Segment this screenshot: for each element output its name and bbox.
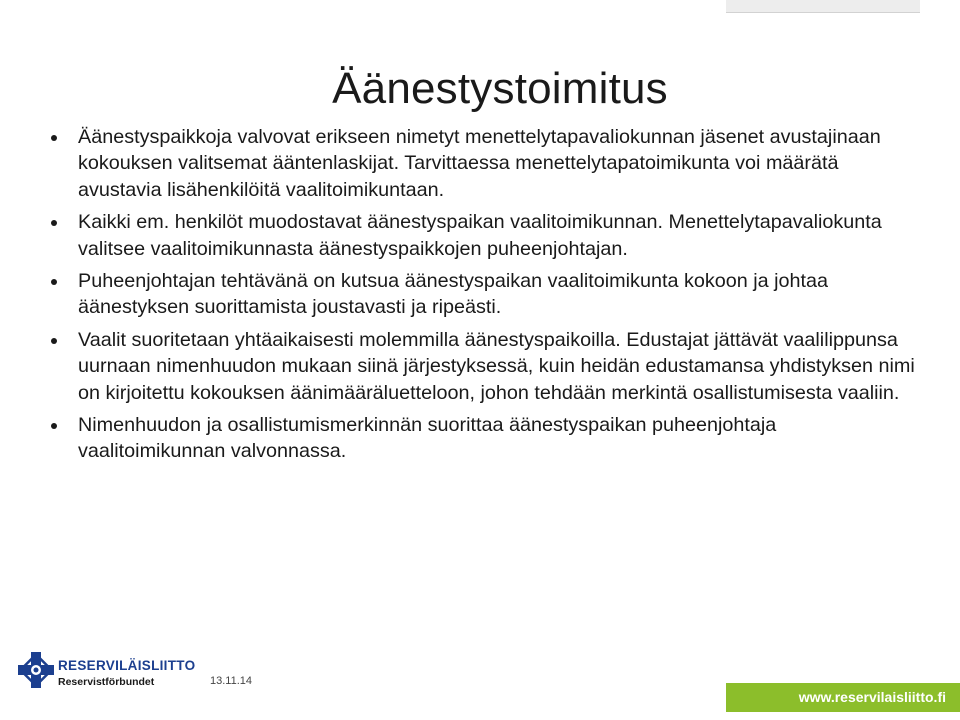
bullet-item xyxy=(40,327,920,406)
bullet-dot-icon xyxy=(51,423,57,429)
top-decorative-tab xyxy=(726,0,920,13)
organization-logo xyxy=(18,652,198,692)
bullet-list xyxy=(40,124,920,471)
slide-title: Äänestystoimitus xyxy=(332,64,668,113)
bullet-item xyxy=(40,268,920,321)
cross-emblem-icon xyxy=(18,652,54,688)
bullet-text: Vaalit suoritetaan yhtäaikaisesti molemmilla äänestyspaikoilla. Edustajat jättävät vaalilippunsa uurnaan nimenhuudon mukaan siinä järjestyksessä, kuin heidän edustamansa yhdistyksen nimi on kirjoitettu kokouksen äänimääräluetteloon, johon tehdään merkintä osallistumisesta vaaliin. xyxy=(78,328,915,404)
bullet-text: Puheenjohtajan tehtävänä on kutsua äänestyspaikan vaalitoimikunta kokoon ja johtaa äänestyksen suorittamista joustavasti ja ripeästi. xyxy=(78,270,829,319)
bullet-item xyxy=(40,412,920,465)
bullet-dot-icon xyxy=(51,135,57,141)
bullet-text: Nimenhuudon ja osallistumismerkinnän suorittaa äänestyspaikan puheenjohtaja vaalitoimikunnan valvonnassa. xyxy=(78,414,777,463)
logo-name: RESERVILÄISLIITTO xyxy=(58,658,196,673)
bullet-text: Äänestyspaikkoja valvovat erikseen nimetyt menettelytapavaliokunnan jäsenet avustajinaan kokouksen valitsemat ääntenlaskijat. Tarvittaessa menettelytapatoimikunta voi määrätä avustavia lisähenkilöitä vaalitoimikuntaan. xyxy=(78,126,881,201)
footer-url: www.reservilaisliitto.fi xyxy=(798,689,946,705)
logo-subname: Reservistförbundet xyxy=(58,676,155,688)
bullet-item xyxy=(40,209,920,262)
bullet-text: Kaikki em. henkilöt muodostavat äänestyspaikan vaalitoimikunnan. Menettelytapavaliokunta valitsee vaalitoimikunnasta äänestyspaikkojen puheenjohtajan. xyxy=(78,211,882,260)
bullet-item xyxy=(40,124,920,203)
footer-url-bar xyxy=(726,683,960,712)
bullet-dot-icon xyxy=(51,279,57,285)
footer-bottom-strip xyxy=(0,712,960,720)
bullet-dot-icon xyxy=(51,338,57,344)
slide-date: 13.11.14 xyxy=(210,675,253,687)
bullet-dot-icon xyxy=(51,220,57,226)
